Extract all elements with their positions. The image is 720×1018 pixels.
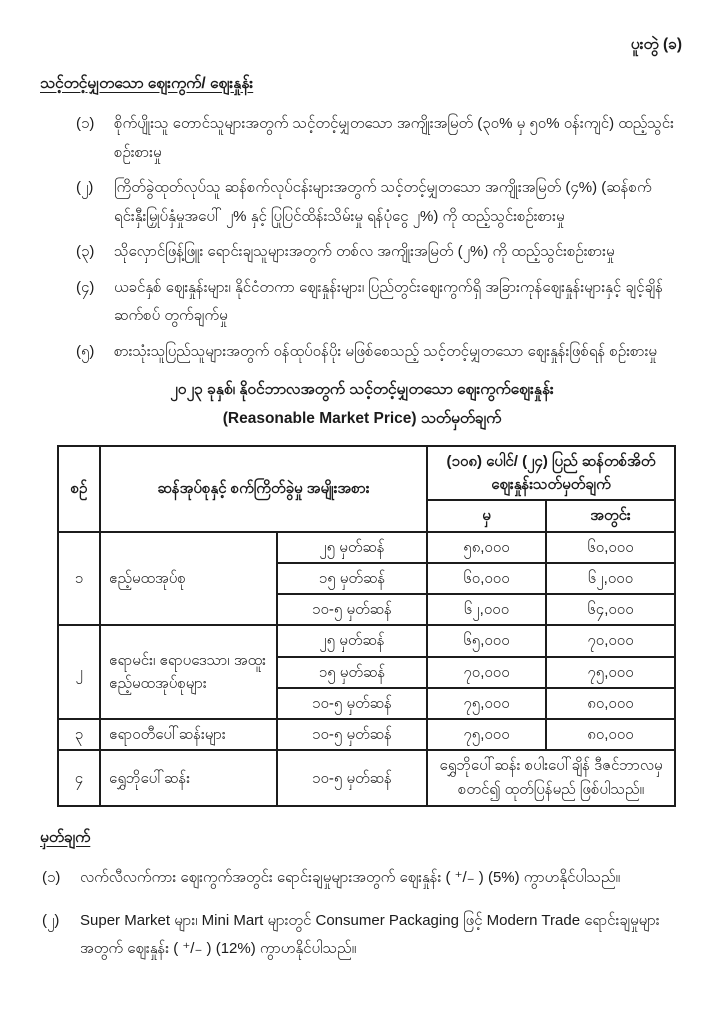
list-item-text: စားသုံးသူပြည်သူများအတွက် ဝန်ထုပ်ဝန်ပိုး မဖြစ်စေသည့် သင့်တင့်မျှတသော ဈေးနှုန်းဖြစ်ရန် စဉ်းစားမှု bbox=[114, 342, 657, 360]
group-name-cell: ဧရာဝတီပေါ်ဆန်းများ bbox=[100, 719, 277, 750]
grade-cell: ၂၅ မှတ်ဆန် bbox=[277, 532, 427, 563]
note-item-number: (၁) bbox=[42, 869, 61, 887]
group-name-cell: ဧရာမင်း၊ ဧရာပဒေသာ၊ အထူးဧည့်မထအုပ်စုများ bbox=[100, 625, 277, 719]
notes-heading: မှတ်ချက် bbox=[40, 829, 91, 847]
price-from-cell: ၆၅,၀၀၀ bbox=[427, 625, 546, 656]
grade-cell: ၁၀-၅ မှတ်ဆန် bbox=[277, 688, 427, 719]
header-price-to: အတွင်း bbox=[546, 500, 675, 531]
table-row bbox=[58, 719, 675, 750]
price-note-cell: ရွှေဘိုပေါ်ဆန်း စပါးပေါ်ချိန် ဒီဇင်ဘာလမှ စတင်၍ ထုတ်ပြန်မည် ဖြစ်ပါသည်။ bbox=[427, 750, 675, 806]
serial-cell: ၂ bbox=[58, 625, 100, 719]
price-to-cell: ၆၀,၀၀၀ bbox=[546, 532, 675, 563]
price-from-cell: ၇၅,၀၀၀ bbox=[427, 688, 546, 719]
grade-cell: ၁၅ မှတ်ဆန် bbox=[277, 657, 427, 688]
list-item-text: စိုက်ပျိုးသူ တောင်သူများအတွက် သင့်တင့်မျှတသော အကျိုးအမြတ် (၃၀% မှ ၅၀% ဝန်းကျင်) ထည့်သွင်းစဉ်းစားမှု bbox=[114, 115, 674, 161]
table-row bbox=[58, 750, 675, 806]
price-to-cell: ၇၅,၀၀၀ bbox=[546, 657, 675, 688]
price-from-cell: ၆၂,၀၀၀ bbox=[427, 594, 546, 625]
grade-cell: ၁၀-၅ မှတ်ဆန် bbox=[277, 594, 427, 625]
grade-cell: ၁၀-၅ မှတ်ဆန် bbox=[277, 719, 427, 750]
price-from-cell: ၇၀,၀၀၀ bbox=[427, 657, 546, 688]
note-item-number: (၂) bbox=[42, 911, 60, 929]
price-to-cell: ၈၀,၀၀၀ bbox=[546, 719, 675, 750]
price-to-cell: ၆၂,၀၀၀ bbox=[546, 563, 675, 594]
list-item-number: (၁) bbox=[76, 115, 95, 132]
document-subtitle: (Reasonable Market Price) သတ်မှတ်ချက် bbox=[222, 409, 502, 427]
list-item-text: ကြိတ်ခွဲထုတ်လုပ်သူ ဆန်စက်လုပ်ငန်းများအတွက် သင့်တင့်မျှတသော အကျိုးအမြတ် (၄%) (ဆန်စက် ရင်းနှီးမြှုပ်နှံမှုအပေါ် ၂% နှင့် ပြုပြင်ထိန်းသိမ်းမှု ရန်ပုံငွေ ၂%) ကို ထည့်သွင်းစဉ်းစားမှု bbox=[114, 179, 652, 225]
header-category: ဆန်အုပ်စုနှင့် စက်ကြိတ်ခွဲမှု အမျိုးအစား bbox=[100, 446, 427, 532]
header-serial: စဉ် bbox=[58, 446, 100, 532]
note-item-text: လက်လီလက်ကား ဈေးကွက်အတွင်း ရောင်းချမှုများအတွက် ဈေးနှုန်း ( ⁺/₋ ) (5%) ကွာဟနိုင်ပါသည်။ bbox=[80, 869, 621, 887]
serial-cell: ၃ bbox=[58, 719, 100, 750]
list-item-number: (၅) bbox=[76, 342, 95, 360]
list-item-number: (၄) bbox=[76, 278, 95, 296]
price-from-cell: ၅၈,၀၀၀ bbox=[427, 532, 546, 563]
list-item-text: သိုလှောင်ဖြန့်ဖြူး ရောင်းချသူများအတွက် တစ်လ အကျိုးအမြတ် (၂%) ကို ထည့်သွင်းစဉ်းစားမှု bbox=[114, 243, 615, 260]
list-item bbox=[40, 174, 684, 231]
header-price-from: မှ bbox=[427, 500, 546, 531]
consideration-list bbox=[40, 110, 684, 366]
price-to-cell: ၆၄,၀၀၀ bbox=[546, 594, 675, 625]
note-item-text: Super Market များ၊ Mini Mart များတွင် Consumer Packaging ဖြင့် Modern Trade ရောင်းချမှုများ အတွက် ဈေးနှုန်း ( ⁺/₋ ) (12%) ကွာဟနိုင်ပါသည်။ bbox=[80, 911, 660, 958]
price-from-cell: ၆၀,၀၀၀ bbox=[427, 563, 546, 594]
price-table bbox=[57, 445, 676, 808]
attachment-tag: ပူးတွဲ (ခ) bbox=[630, 36, 682, 53]
list-item bbox=[40, 338, 684, 367]
table-row bbox=[58, 625, 675, 656]
group-name-cell: ဧည့်မထအုပ်စု bbox=[100, 532, 277, 626]
note-item bbox=[40, 907, 684, 964]
note-item bbox=[40, 864, 684, 893]
list-item-text: ယခင်နှစ် ဈေးနှုန်းများ၊ နိုင်ငံတကာ ဈေးနှုန်းများ၊ ပြည်တွင်းဈေးကွက်ရှိ အခြားကုန်ဈေးနှုန်းများနှင့် ချင့်ချိန်ဆက်စပ် တွက်ချက်မှု bbox=[114, 278, 664, 324]
list-item-number: (၃) bbox=[76, 243, 95, 260]
serial-cell: ၁ bbox=[58, 532, 100, 626]
group-name-cell: ရွှေဘိုပေါ်ဆန်း bbox=[100, 750, 277, 806]
document-title: ၂၀၂၃ ခုနှစ်၊ နိုဝင်ဘာလအတွက် သင့်တင့်မျှတသော ဈေးကွက်ဈေးနှုန်း bbox=[170, 381, 554, 398]
table-header-row bbox=[58, 446, 675, 501]
grade-cell: ၁၀-၅ မှတ်ဆန် bbox=[277, 750, 427, 806]
price-to-cell: ၇၀,၀၀၀ bbox=[546, 625, 675, 656]
list-item-number: (၂) bbox=[76, 179, 94, 196]
price-to-cell: ၈၀,၀၀၀ bbox=[546, 688, 675, 719]
grade-cell: ၁၅ မှတ်ဆန် bbox=[277, 563, 427, 594]
header-price-group: (၁၀၈) ပေါင်/ (၂၄) ပြည် ဆန်တစ်အိတ် ဈေးနှုန်းသတ်မှတ်ချက် bbox=[427, 446, 675, 501]
table-row bbox=[58, 532, 675, 563]
list-item bbox=[40, 110, 684, 167]
section-heading: သင့်တင့်မျှတသော ဈေးကွက်/ ဈေးနှုန်း bbox=[40, 75, 254, 92]
list-item bbox=[40, 274, 684, 331]
list-item bbox=[40, 238, 684, 267]
price-from-cell: ၇၅,၀၀၀ bbox=[427, 719, 546, 750]
serial-cell: ၄ bbox=[58, 750, 100, 806]
grade-cell: ၂၅ မှတ်ဆန် bbox=[277, 625, 427, 656]
